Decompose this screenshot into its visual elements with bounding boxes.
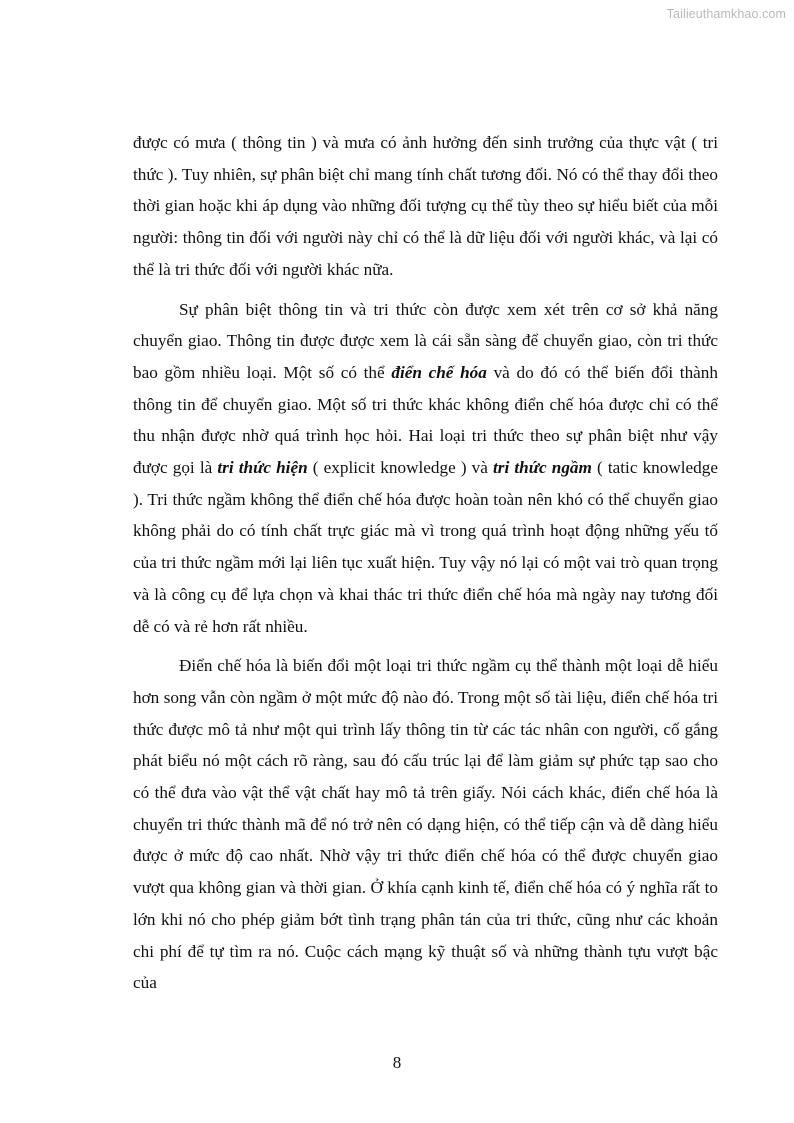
emphasis-term: điển chế hóa <box>391 362 487 382</box>
emphasis-term: tri thức ngầm <box>493 458 592 478</box>
paragraph-text: Điển chế hóa là biến đổi một loại tri thức ngầm cụ thể thành một loại dễ hiểu hơn song vẫn còn ngầm ở một mức độ nào đó. Trong một số tài liệu, điển chế hóa tri thức được mô tả như một qui trình lấy thông tin từ các tác nhân con người, cố gắng phát biểu nó một cách rõ ràng, sau đó cấu trúc lại để làm giảm sự phức tạp sao cho có thể đưa vào vật thể vật chất hay mô tả trên giấy. Nói cách khác, điển chế hóa là chuyển tri thức thành mã để nó trở nên có dạng hiện, có thể tiếp cận và dễ dàng hiểu được ở mức độ cao nhất. Nhờ vậy tri thức điển chế hóa có thể được chuyển giao vượt qua không gian và thời gian. Ở khía cạnh kinh tế, điển chế hóa có ý nghĩa rất to lớn khi nó cho phép giảm bớt tình trạng phân tán của tri thức, cũng như các khoản chi phí để tự tìm ra nó. Cuộc cách mạng kỹ thuật số và những thành tựu vượt bậc của <box>133 656 718 993</box>
paragraph-text: và do đó có thể biến đổi thành thông tin để chuyển giao. Một số tri thức khác không điển chế hóa được chỉ có thể thu nhận được nhờ quá trình học hỏi. Hai loại tri thức theo sự phân biệt như vậy được gọi là <box>133 362 718 478</box>
document-body <box>133 127 718 1007</box>
watermark: Tailieuthamkhao.com <box>666 7 786 21</box>
paragraph-3 <box>133 650 718 999</box>
paragraph-text: Sự phân biệt thông tin và tri thức còn được xem xét trên cơ sở khả năng chuyển giao. Thông tin được được xem là cái sẵn sàng để chuyển giao, còn tri thức bao gồm nhiều loại. Một số có thể <box>133 299 718 382</box>
emphasis-term: tri thức hiện <box>217 458 308 478</box>
paragraph-text: ( explicit knowledge ) và <box>307 458 494 478</box>
paragraph-text: được có mưa ( thông tin ) và mưa có ảnh hưởng đến sinh trưởng của thực vật ( tri thức ). Tuy nhiên, sự phân biệt chỉ mang tính chất tương đối. Nó có thể thay đổi theo thời gian hoặc khi áp dụng vào những đối tượng cụ thể tùy theo sự hiểu biết của mỗi người: thông tin đối với người này chỉ có thể là dữ liệu đối với người khác, và lại có thể là tri thức đối với người khác nữa. <box>133 133 718 279</box>
page-number: 8 <box>392 1053 402 1072</box>
paragraph-2 <box>133 294 718 643</box>
paragraph-1 <box>133 127 718 286</box>
paragraph-text: ( tatic knowledge ). Tri thức ngầm không thể điển chế hóa được hoàn toàn nên khó có thể chuyển giao không phải do có tính chất trực giác mà vì trong quá trình hoạt động những yếu tố của tri thức ngầm mới lại liên tục xuất hiện. Tuy vậy nó lại có một vai trò quan trọng và là công cụ để lựa chọn và khai thác tri thức điển chế hóa mà ngày nay tương đối dễ có và rẻ hơn rất nhiều. <box>133 458 718 636</box>
